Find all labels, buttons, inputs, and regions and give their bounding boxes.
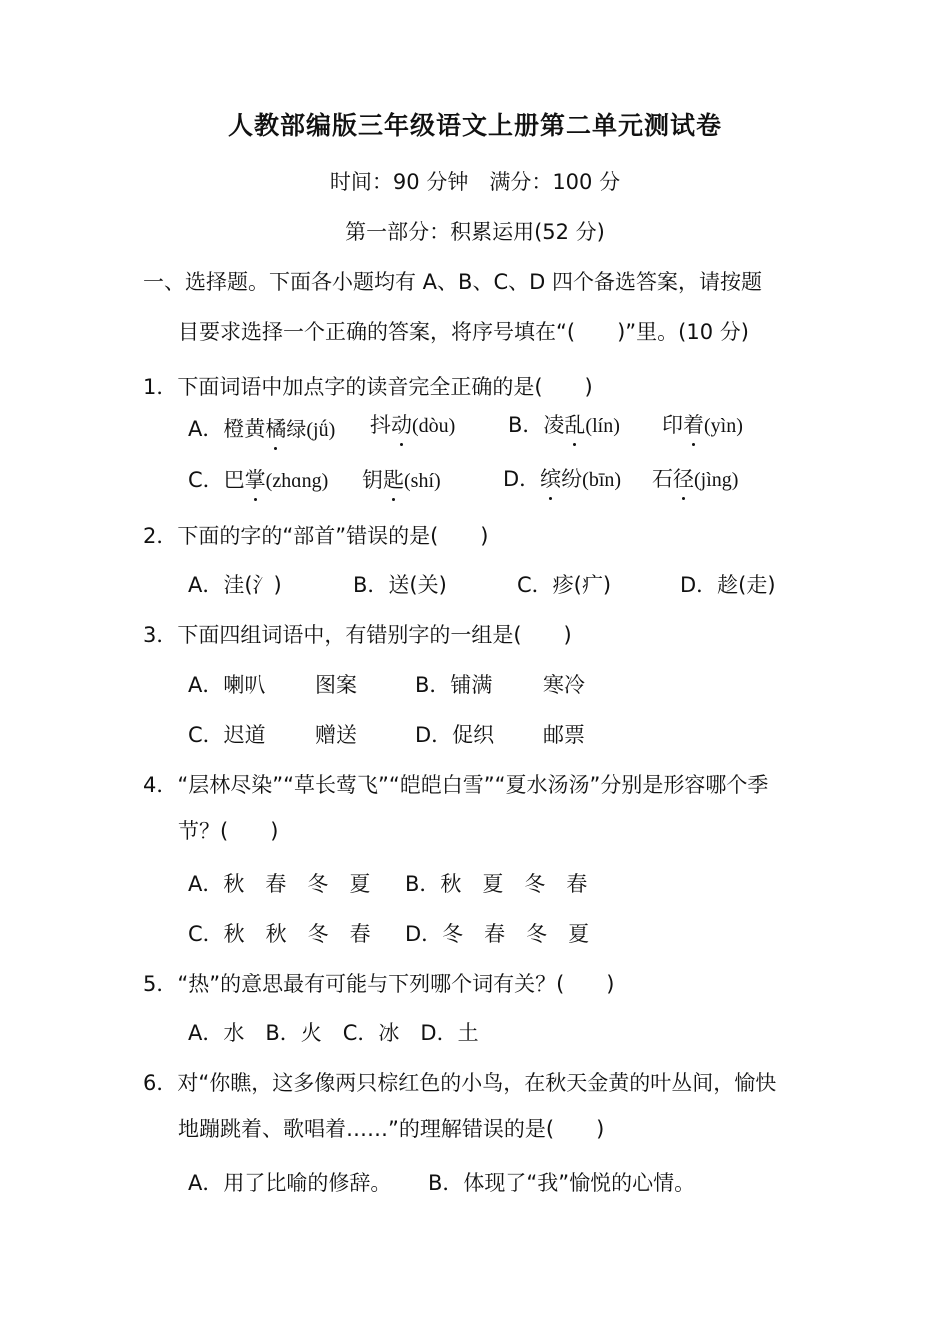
q5-options: A．水 B．火 C．冰 D．土 <box>188 1021 479 1045</box>
section-instruction-line1: 一、选择题。下面各小题均有 A、B、C、D 四个备选答案，请按题 <box>143 270 762 294</box>
q2-option-b: B．送(关) <box>353 573 447 597</box>
q4-option-b: B．秋 夏 冬 春 <box>405 872 588 896</box>
dotted-char: 匙 <box>383 468 404 492</box>
dotted-char: 乱 <box>564 413 586 437</box>
question-3-stem: 3．下面四组词语中，有错别字的一组是( ) <box>143 623 572 647</box>
q3-option-b: B．铺满 <box>415 673 493 697</box>
dotted-char: 动 <box>391 413 412 437</box>
q1-option-d: D．缤纷(bīn) <box>503 467 622 491</box>
section-instruction-line2: 目要求选择一个正确的答案，将序号填在“( )”里。(10 分) <box>178 320 749 344</box>
q3-option-d-word2: 邮票 <box>543 723 585 747</box>
dotted-char: 橘 <box>265 417 287 441</box>
q3-option-a: A．喇叭 <box>188 673 266 697</box>
q2-option-c: C．疹(疒) <box>517 573 612 597</box>
q6-option-b: B．体现了“我”愉悦的心情。 <box>428 1171 696 1195</box>
q1-option-a: A．橙黄橘绿(jǘ) <box>188 417 336 441</box>
q4-option-c: C．秋 秋 冬 春 <box>188 922 371 946</box>
exam-meta: 时间：90 分钟 满分：100 分 <box>329 170 621 194</box>
question-4-stem-line1: 4．“层林尽染”“草长莺飞”“皑皑白雪”“夏水汤汤”分别是形容哪个季 <box>143 773 769 797</box>
dotted-char: 径 <box>673 467 694 491</box>
question-6-stem-line2: 地蹦跳着、歌唱着……”的理解错误的是( ) <box>178 1117 605 1141</box>
q3-option-c-word2: 赠送 <box>315 723 357 747</box>
q2-option-a: A．洼(氵) <box>188 573 282 597</box>
question-6-stem-line1: 6．对“你瞧，这多像两只棕红色的小鸟，在秋天金黄的叶丛间，愉快 <box>143 1071 777 1095</box>
question-2-stem: 2．下面的字的“部首”错误的是( ) <box>143 524 489 548</box>
q4-option-d: D．冬 春 冬 夏 <box>405 922 590 946</box>
dotted-char: 掌 <box>244 468 266 492</box>
question-5-stem: 5．“热”的意思最有可能与下列哪个词有关？( ) <box>143 972 615 996</box>
q2-option-d: D．趁(走) <box>680 573 776 597</box>
q3-option-b-word2: 寒冷 <box>543 673 585 697</box>
q1-option-a-word2: 抖动(dòu) <box>370 413 456 437</box>
q3-option-d: D．促织 <box>415 723 495 747</box>
dotted-char: 缤 <box>540 467 562 491</box>
q4-option-a: A．秋 春 冬 夏 <box>188 872 371 896</box>
part-heading: 第一部分：积累运用(52 分) <box>345 220 605 244</box>
q6-option-a: A．用了比喻的修辞。 <box>188 1171 392 1195</box>
q3-option-c: C．迟道 <box>188 723 266 747</box>
question-4-stem-line2: 节？( ) <box>178 819 279 843</box>
q1-option-b: B．凌乱(lín) <box>508 413 620 437</box>
q1-option-c-word2: 钥匙(shí) <box>362 468 441 492</box>
question-1-stem: 1．下面词语中加点字的读音完全正确的是( ) <box>143 375 593 399</box>
q1-option-c: C．巴掌(zhɑng) <box>188 468 329 492</box>
q3-option-a-word2: 图案 <box>315 673 357 697</box>
exam-title: 人教部编版三年级语文上册第二单元测试卷 <box>227 111 722 140</box>
q1-option-d-word2: 石径(jìng) <box>652 467 739 491</box>
dotted-char: 着 <box>683 413 704 437</box>
q1-option-b-word2: 印着(yìn) <box>662 413 743 437</box>
